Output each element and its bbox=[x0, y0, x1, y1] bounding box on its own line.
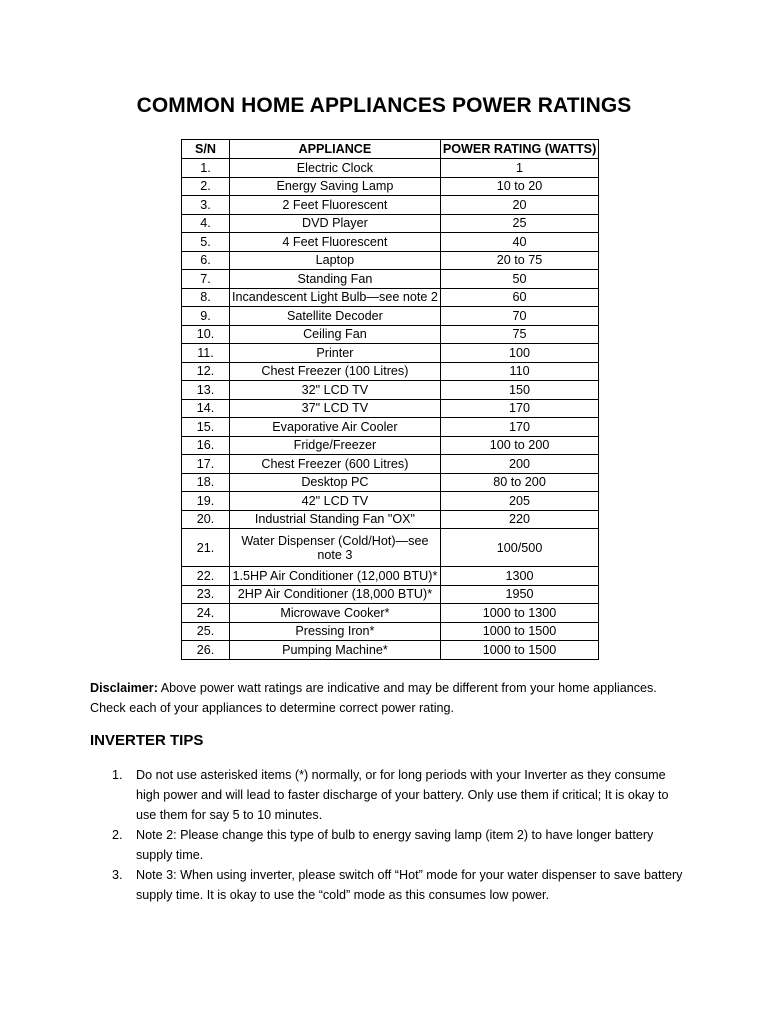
cell-sn: 21. bbox=[182, 529, 230, 567]
cell-power-rating: 25 bbox=[440, 214, 598, 233]
cell-power-rating: 200 bbox=[440, 455, 598, 474]
disclaimer bbox=[90, 679, 710, 718]
table-row bbox=[182, 492, 599, 511]
table-row bbox=[182, 510, 599, 529]
cell-power-rating: 220 bbox=[440, 510, 598, 529]
cell-sn: 18. bbox=[182, 473, 230, 492]
cell-appliance: Industrial Standing Fan "OX" bbox=[230, 510, 441, 529]
cell-sn: 1. bbox=[182, 159, 230, 178]
table-row bbox=[182, 233, 599, 252]
cell-power-rating: 100/500 bbox=[440, 529, 598, 567]
cell-appliance: Chest Freezer (100 Litres) bbox=[230, 362, 441, 381]
list-item-text: Note 2: Please change this type of bulb to energy saving lamp (item 2) to have longer battery supply time. bbox=[136, 828, 654, 862]
cell-sn: 12. bbox=[182, 362, 230, 381]
header-appliance: APPLIANCE bbox=[230, 140, 441, 159]
cell-appliance: Microwave Cooker* bbox=[230, 604, 441, 623]
cell-sn: 24. bbox=[182, 604, 230, 623]
cell-sn: 23. bbox=[182, 585, 230, 604]
table-row bbox=[182, 196, 599, 215]
cell-power-rating: 150 bbox=[440, 381, 598, 400]
header-power-rating: POWER RATING (WATTS) bbox=[440, 140, 598, 159]
table-row bbox=[182, 344, 599, 363]
list-item-number: 2. bbox=[112, 828, 123, 842]
power-ratings-table bbox=[181, 139, 599, 660]
table-row bbox=[182, 288, 599, 307]
table-row bbox=[182, 567, 599, 586]
table-row bbox=[182, 585, 599, 604]
cell-sn: 9. bbox=[182, 307, 230, 326]
cell-sn: 13. bbox=[182, 381, 230, 400]
cell-power-rating: 1950 bbox=[440, 585, 598, 604]
list-item bbox=[90, 765, 690, 825]
cell-power-rating: 100 bbox=[440, 344, 598, 363]
cell-sn: 8. bbox=[182, 288, 230, 307]
table-row bbox=[182, 251, 599, 270]
disclaimer-text-line1: Above power watt ratings are indicative and may be different from your home appliances. bbox=[157, 681, 657, 695]
table-row bbox=[182, 529, 599, 567]
cell-power-rating: 20 to 75 bbox=[440, 251, 598, 270]
cell-appliance: 37" LCD TV bbox=[230, 399, 441, 418]
cell-sn: 10. bbox=[182, 325, 230, 344]
table-row bbox=[182, 399, 599, 418]
page-title: COMMON HOME APPLIANCES POWER RATINGS bbox=[136, 94, 632, 117]
cell-power-rating: 10 to 20 bbox=[440, 177, 598, 196]
table-row bbox=[182, 307, 599, 326]
cell-power-rating: 60 bbox=[440, 288, 598, 307]
cell-appliance: Ceiling Fan bbox=[230, 325, 441, 344]
cell-appliance: Desktop PC bbox=[230, 473, 441, 492]
cell-appliance: 32" LCD TV bbox=[230, 381, 441, 400]
cell-appliance: Pumping Machine* bbox=[230, 641, 441, 660]
list-item bbox=[90, 825, 690, 865]
table-row bbox=[182, 622, 599, 641]
list-item-text: Do not use asterisked items (*) normally, or for long periods with your Inverter as they consume high power and will lead to faster discharge of your battery. Only use them if critical; It is okay to use them for say 5 to 10 minutes. bbox=[136, 768, 669, 822]
cell-sn: 14. bbox=[182, 399, 230, 418]
cell-sn: 3. bbox=[182, 196, 230, 215]
cell-power-rating: 75 bbox=[440, 325, 598, 344]
cell-power-rating: 80 to 200 bbox=[440, 473, 598, 492]
cell-appliance: Standing Fan bbox=[230, 270, 441, 289]
cell-sn: 2. bbox=[182, 177, 230, 196]
cell-appliance: 1.5HP Air Conditioner (12,000 BTU)* bbox=[230, 567, 441, 586]
list-item-text: Note 3: When using inverter, please switch off “Hot” mode for your water dispenser to save battery supply time. It is okay to use the “cold” mode as this consumes low power. bbox=[136, 868, 683, 902]
cell-sn: 22. bbox=[182, 567, 230, 586]
cell-sn: 20. bbox=[182, 510, 230, 529]
list-item-number: 3. bbox=[112, 868, 123, 882]
cell-appliance: DVD Player bbox=[230, 214, 441, 233]
cell-appliance: 2 Feet Fluorescent bbox=[230, 196, 441, 215]
disclaimer-text-line2: Check each of your appliances to determine correct power rating. bbox=[90, 700, 455, 715]
cell-power-rating: 1000 to 1300 bbox=[440, 604, 598, 623]
cell-power-rating: 1 bbox=[440, 159, 598, 178]
cell-appliance: Printer bbox=[230, 344, 441, 363]
cell-appliance: 4 Feet Fluorescent bbox=[230, 233, 441, 252]
cell-sn: 26. bbox=[182, 641, 230, 660]
table-row bbox=[182, 436, 599, 455]
cell-power-rating: 100 to 200 bbox=[440, 436, 598, 455]
table-row bbox=[182, 473, 599, 492]
table-row bbox=[182, 362, 599, 381]
cell-appliance: Water Dispenser (Cold/Hot)—see note 3 bbox=[230, 529, 441, 567]
cell-appliance: Incandescent Light Bulb—see note 2 bbox=[230, 288, 441, 307]
cell-sn: 17. bbox=[182, 455, 230, 474]
cell-power-rating: 20 bbox=[440, 196, 598, 215]
cell-power-rating: 170 bbox=[440, 418, 598, 437]
header-sn: S/N bbox=[182, 140, 230, 159]
list-item-number: 1. bbox=[112, 768, 123, 782]
cell-power-rating: 1000 to 1500 bbox=[440, 641, 598, 660]
table-row bbox=[182, 455, 599, 474]
cell-appliance: Pressing Iron* bbox=[230, 622, 441, 641]
cell-appliance: Satellite Decoder bbox=[230, 307, 441, 326]
table-header-row bbox=[182, 140, 599, 159]
cell-sn: 15. bbox=[182, 418, 230, 437]
cell-power-rating: 1300 bbox=[440, 567, 598, 586]
table-row bbox=[182, 381, 599, 400]
cell-sn: 16. bbox=[182, 436, 230, 455]
cell-power-rating: 170 bbox=[440, 399, 598, 418]
cell-sn: 5. bbox=[182, 233, 230, 252]
inverter-tips-heading: INVERTER TIPS bbox=[90, 732, 204, 749]
cell-sn: 6. bbox=[182, 251, 230, 270]
cell-power-rating: 70 bbox=[440, 307, 598, 326]
cell-power-rating: 50 bbox=[440, 270, 598, 289]
list-item bbox=[90, 865, 690, 905]
cell-appliance: 42" LCD TV bbox=[230, 492, 441, 511]
cell-appliance: Laptop bbox=[230, 251, 441, 270]
inverter-tips-list bbox=[90, 765, 690, 905]
cell-appliance: Evaporative Air Cooler bbox=[230, 418, 441, 437]
cell-sn: 7. bbox=[182, 270, 230, 289]
table-row bbox=[182, 418, 599, 437]
disclaimer-label: Disclaimer: bbox=[90, 681, 158, 695]
cell-power-rating: 205 bbox=[440, 492, 598, 511]
cell-power-rating: 110 bbox=[440, 362, 598, 381]
cell-sn: 19. bbox=[182, 492, 230, 511]
cell-appliance: Electric Clock bbox=[230, 159, 441, 178]
cell-sn: 25. bbox=[182, 622, 230, 641]
cell-sn: 11. bbox=[182, 344, 230, 363]
cell-power-rating: 40 bbox=[440, 233, 598, 252]
table-row bbox=[182, 325, 599, 344]
table-row bbox=[182, 177, 599, 196]
table-row bbox=[182, 604, 599, 623]
cell-power-rating: 1000 to 1500 bbox=[440, 622, 598, 641]
cell-appliance: 2HP Air Conditioner (18,000 BTU)* bbox=[230, 585, 441, 604]
table-row bbox=[182, 641, 599, 660]
cell-appliance: Fridge/Freezer bbox=[230, 436, 441, 455]
cell-sn: 4. bbox=[182, 214, 230, 233]
table-row bbox=[182, 270, 599, 289]
cell-appliance: Energy Saving Lamp bbox=[230, 177, 441, 196]
cell-appliance: Chest Freezer (600 Litres) bbox=[230, 455, 441, 474]
table-row bbox=[182, 159, 599, 178]
table-row bbox=[182, 214, 599, 233]
